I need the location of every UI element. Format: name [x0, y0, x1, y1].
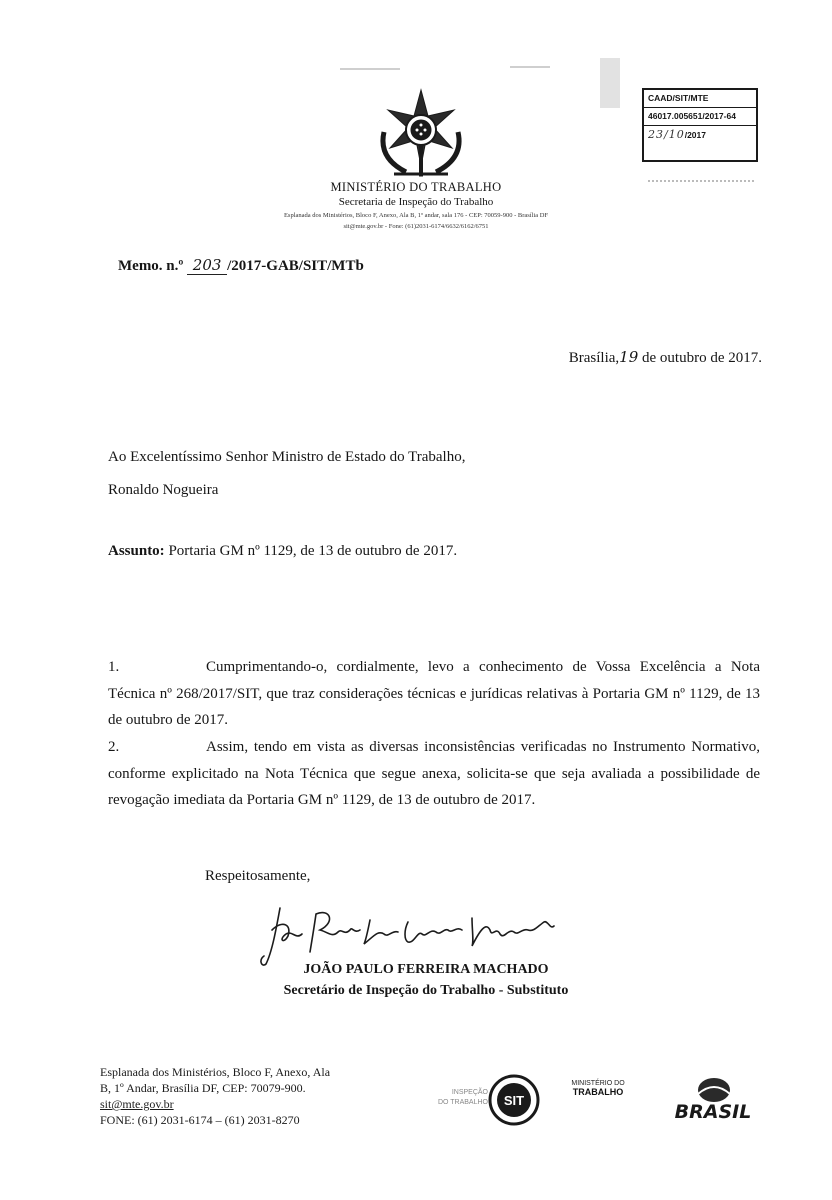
memo-prefix: Memo. n.º — [118, 258, 184, 274]
memo-number: 203 — [187, 256, 227, 275]
closing-salutation: Respeitosamente, — [205, 868, 311, 884]
scan-mark — [340, 68, 400, 70]
stamp-process-number: 46017.005651/2017-64 — [644, 108, 756, 126]
protocol-stamp — [642, 88, 758, 162]
header-contact: sit@mte.gov.br - Fone: (61)2031-6174/6632/6162/6751 — [343, 223, 489, 230]
date-day: 19 — [619, 348, 639, 366]
footer-line-2: B, 1º Andar, Brasília DF, CEP: 70079-900. — [100, 1081, 306, 1095]
brasil-logo-icon — [658, 1070, 768, 1130]
coat-of-arms-icon — [372, 88, 470, 180]
sit-logo-text-1: INSPEÇÃO — [451, 1089, 488, 1096]
ministry-logo-small-text: MINISTÉRIO DO — [571, 1080, 625, 1087]
header-address: Esplanada dos Ministérios, Bloco F, Anexo, Ala B, 1º andar, sala 176 - CEP: 70059-900 - Brasília DF — [283, 212, 549, 219]
subject-text: Portaria GM nº 1129, de 13 de outubro de 2017. — [168, 543, 458, 559]
footer-phone: FONE: (61) 2031-6174 – (61) 2031-8270 — [100, 1113, 300, 1127]
footer-email: sit@mte.gov.br — [100, 1097, 174, 1111]
memo-suffix: /2017-GAB/SIT/MTb — [227, 258, 364, 274]
paragraph-text: Cumprimentando-o, cordialmente, levo a conhecimento de Vossa Excelência a Nota Técnica nº 268/2017/SIT, que traz considerações técnicas e jurídicas relativas à Portaria GM nº 1129, de 13 de outubro de 2017. — [108, 659, 760, 728]
recipient-title: Ao Excelentíssimo Senhor Ministro de Estado do Trabalho, — [108, 449, 466, 465]
scan-mark — [510, 66, 550, 68]
sit-logo-icon — [408, 1068, 548, 1128]
stamp-date-year: /2017 — [684, 130, 706, 140]
footer-address — [100, 1064, 330, 1128]
date-city: Brasília, — [568, 350, 620, 366]
sit-logo-text-2: DO TRABALHO — [437, 1099, 488, 1106]
ministry-name: MINISTÉRIO DO TRABALHO — [330, 180, 502, 194]
signatory-name: JOÃO PAULO FERREIRA MACHADO — [303, 962, 549, 977]
stamp-date: 23/10/2017 — [648, 128, 706, 141]
paragraph-text: Assim, tendo em vista as diversas inconsistências verificadas no Instrumento Normativo, conforme explicitado na Nota Técnica que segue anexa, solicita-se que seja avaliada a possibilidade de revogação imediata da Portaria GM nº 1129, de 13 de outubro de 2017. — [108, 739, 760, 808]
scan-mark — [600, 58, 620, 108]
document-date — [569, 348, 762, 367]
secretariat-name: Secretaria de Inspeção do Trabalho — [338, 196, 494, 208]
sit-badge-text: SIT — [503, 1093, 525, 1108]
handwritten-signature — [258, 900, 578, 970]
date-month-year: de outubro de 2017. — [642, 350, 762, 366]
paragraph-number: 2. — [108, 739, 120, 755]
ministry-logo-big-text: TRABALHO — [572, 1087, 624, 1097]
paragraph-number: 1. — [108, 659, 120, 675]
paragraph-1 — [108, 654, 760, 734]
stamp-office: CAAD/SIT/MTE — [644, 90, 756, 108]
signatory-role: Secretário de Inspeção do Trabalho - Substituto — [283, 983, 569, 998]
footer-line-1: Esplanada dos Ministérios, Bloco F, Anexo, Ala — [100, 1065, 331, 1079]
subject-label: Assunto: — [108, 543, 165, 559]
recipient-name: Ronaldo Nogueira — [108, 482, 219, 498]
memo-reference — [118, 256, 364, 275]
brasil-logo-text: BRASIL — [674, 1101, 752, 1123]
subject-line — [108, 543, 457, 560]
paragraph-2 — [108, 734, 760, 814]
ministry-logo — [548, 1080, 648, 1120]
